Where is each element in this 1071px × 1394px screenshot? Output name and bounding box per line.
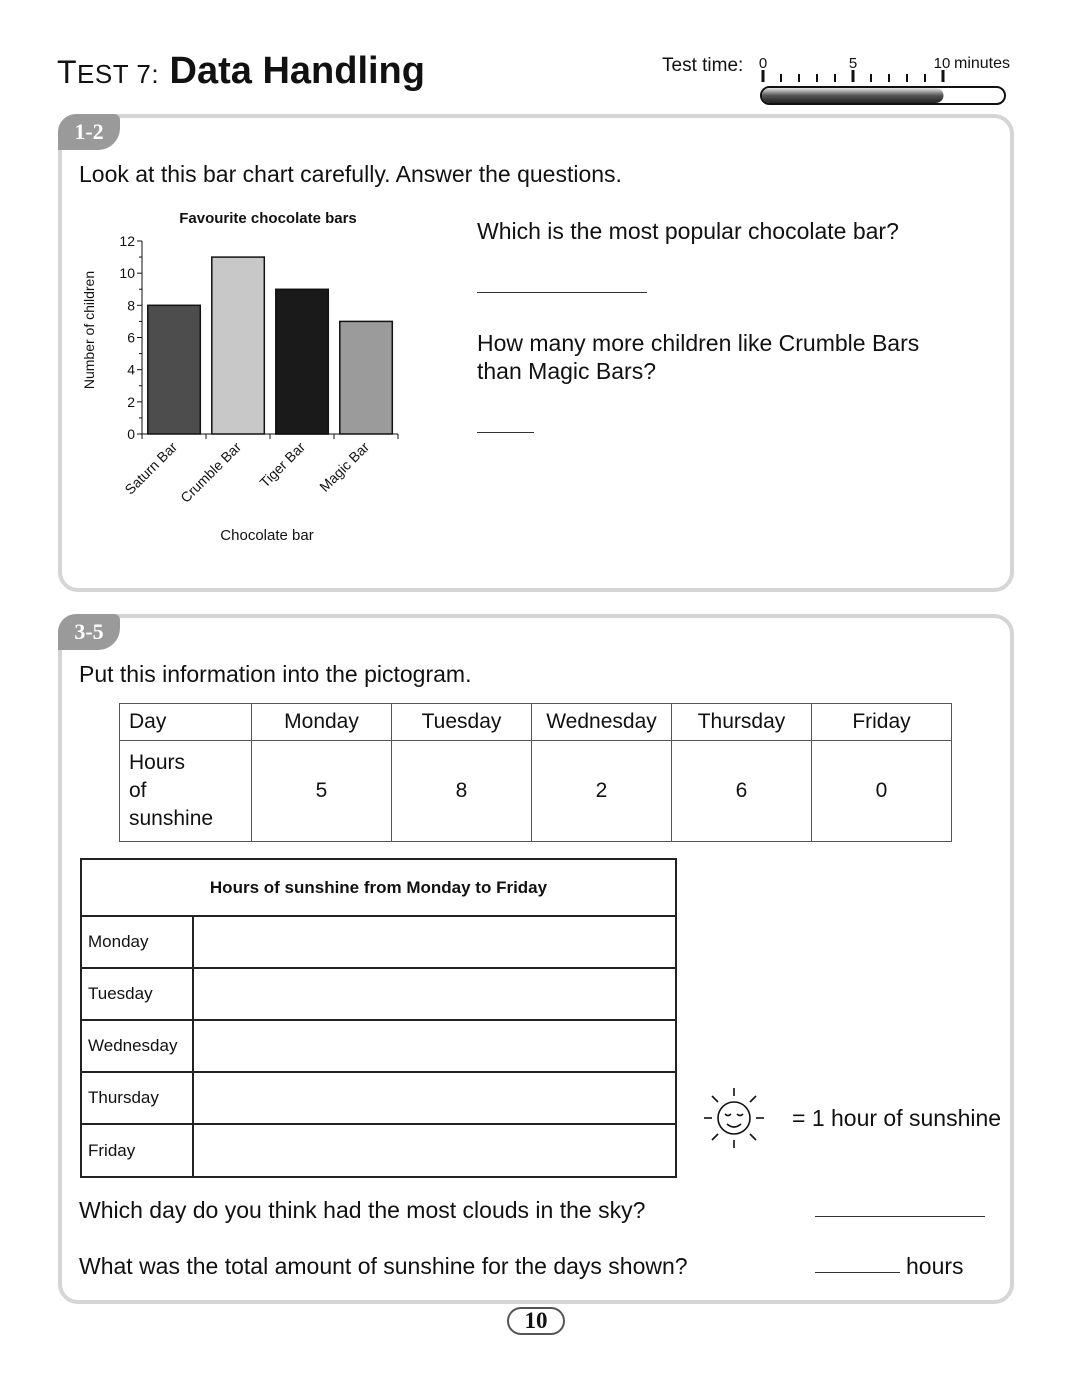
question-3: Which day do you think had the most clouds in the sky? (79, 1197, 646, 1223)
value-label-line: of (129, 779, 147, 802)
pictogram-key-text: = 1 hour of sunshine (792, 1105, 1002, 1131)
table-row-header: Day (120, 704, 252, 741)
question-2 (477, 329, 919, 385)
pictogram-row (82, 917, 675, 969)
question-1: Which is the most popular chocolate bar? (477, 218, 899, 244)
table-day: Friday (812, 704, 952, 741)
bar-crumble-bar (212, 257, 264, 434)
test-label-initial: T (57, 54, 78, 90)
pictogram-cell-thursday[interactable] (194, 1073, 675, 1123)
chart-y-axis (119, 233, 142, 442)
test-time-gauge (758, 52, 1018, 108)
table-day: Monday (252, 704, 392, 741)
value-label-line: Hours (129, 751, 186, 774)
answer-line-4[interactable] (815, 1272, 900, 1273)
value-label-line: sunshine (129, 807, 214, 830)
instruction-2: Put this information into the pictogram. (79, 661, 472, 687)
table-header-row (120, 704, 952, 741)
question-4: What was the total amount of sunshine for the days shown? (79, 1253, 688, 1279)
sun-icon (704, 1088, 764, 1148)
page-number: 10 (507, 1307, 565, 1335)
question-badge-1-2: 1-2 (58, 114, 120, 150)
pictogram-cell-monday[interactable] (194, 917, 675, 967)
table-value: 2 (532, 741, 672, 842)
table-values-row (120, 741, 952, 842)
answer-line-1[interactable] (477, 292, 647, 293)
time-unit: minutes (954, 55, 1011, 72)
table-value: 0 (812, 741, 952, 842)
y-tick-label: 8 (127, 297, 135, 314)
table-day: Wednesday (532, 704, 672, 741)
pictogram-day-label: Tuesday (82, 969, 194, 1019)
time-scale-0: 0 (758, 55, 768, 72)
table-day: Tuesday (392, 704, 532, 741)
pictogram-row (82, 1125, 675, 1176)
time-scale-5: 5 (848, 55, 858, 72)
test-label (57, 54, 159, 90)
answer-line-3[interactable] (815, 1216, 985, 1217)
chart-bars (148, 257, 392, 434)
pictogram-title: Hours of sunshine from Monday to Friday (82, 860, 675, 917)
question-2-line-1: How many more children like Crumble Bars (477, 330, 920, 356)
pictogram-day-label: Thursday (82, 1073, 194, 1123)
instruction-1: Look at this bar chart carefully. Answer the questions. (79, 161, 622, 187)
table-value: 6 (672, 741, 812, 842)
pictogram-cell-tuesday[interactable] (194, 969, 675, 1019)
time-gauge-fill (762, 88, 944, 103)
x-tick-label: Saturn Bar (121, 438, 181, 498)
test-name: Data Handling (169, 50, 425, 92)
test-time-label: Test time: (662, 55, 744, 76)
y-tick-label: 0 (127, 426, 135, 442)
pictogram-cell-wednesday[interactable] (194, 1021, 675, 1071)
sunshine-data-table (119, 703, 952, 842)
y-tick-label: 6 (127, 329, 135, 346)
page-title (57, 50, 425, 93)
y-tick-label: 4 (127, 361, 135, 378)
table-value-label (120, 741, 252, 842)
y-tick-label: 2 (127, 393, 135, 410)
answer-line-2[interactable] (477, 432, 534, 433)
pictogram-day-label: Wednesday (82, 1021, 194, 1071)
time-scale-10: 10 (933, 55, 951, 72)
y-tick-label: 12 (119, 233, 135, 249)
x-tick-label: Tiger Bar (256, 438, 309, 491)
chart-x-axis (121, 434, 398, 506)
bar-magic-bar (340, 321, 393, 434)
pictogram-day-label: Monday (82, 917, 194, 967)
x-tick-label: Magic Bar (316, 438, 373, 495)
x-tick-label: Crumble Bar (177, 438, 245, 506)
question-2-line-2: than Magic Bars? (477, 358, 656, 384)
question-4-unit: hours (906, 1253, 964, 1279)
bar-saturn-bar (148, 305, 201, 434)
time-ticks (763, 70, 943, 82)
pictogram-day-label: Friday (82, 1125, 194, 1176)
chart-title: Favourite chocolate bars (179, 210, 357, 227)
pictogram (80, 858, 677, 1178)
question-badge-3-5: 3-5 (58, 614, 120, 650)
bar-tiger-bar (276, 289, 329, 434)
pictogram-row (82, 1021, 675, 1073)
table-day: Thursday (672, 704, 812, 741)
pictogram-row (82, 1073, 675, 1125)
pictogram-cell-friday[interactable] (194, 1125, 675, 1176)
table-value: 8 (392, 741, 532, 842)
pictogram-row (82, 969, 675, 1021)
chart-x-label: Chocolate bar (220, 527, 314, 544)
table-value: 5 (252, 741, 392, 842)
bar-chart (74, 200, 434, 560)
test-label-rest: EST 7: (77, 59, 160, 89)
y-tick-label: 10 (119, 265, 135, 282)
chart-y-label: Number of children (81, 270, 97, 390)
